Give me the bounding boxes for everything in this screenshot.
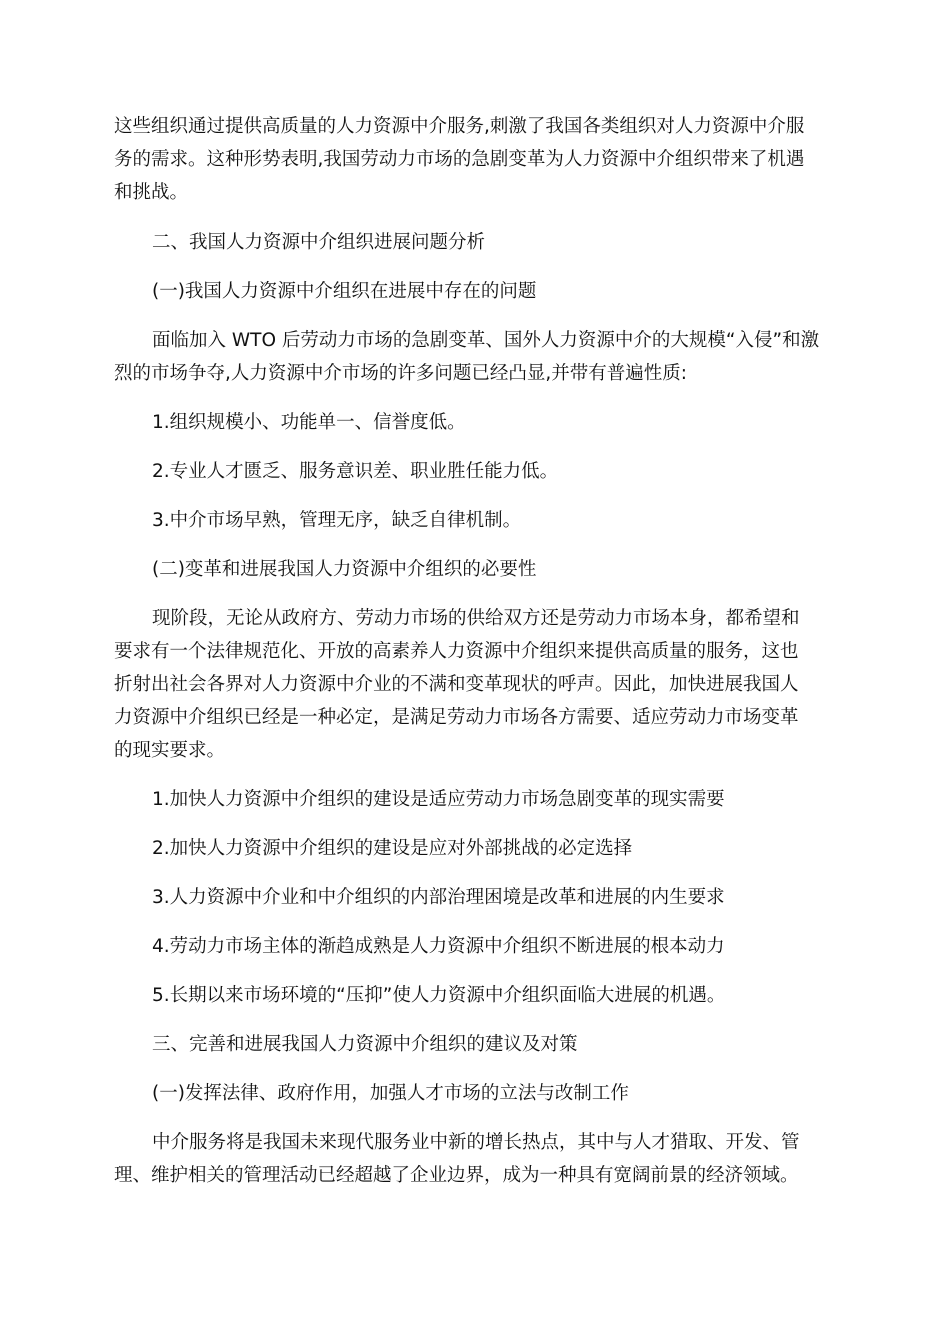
list-item: 1.组织规模小、功能单一、信誉度低。 bbox=[152, 412, 466, 433]
paragraph-line: 的现实要求。 bbox=[114, 740, 226, 761]
list-item: 3.中介市场早熟，管理无序，缺乏自律机制。 bbox=[152, 510, 522, 531]
list-item: 4.劳动力市场主体的渐趋成熟是人力资源中介组织不断进展的根本动力 bbox=[152, 936, 725, 957]
paragraph-line: 面临加入 WTO 后劳动力市场的急剧变革、国外人力资源中介的大规模“入侵”和激 bbox=[152, 330, 820, 351]
paragraph-line: 力资源中介组织已经是一种必定，是满足劳动力市场各方需要、适应劳动力市场变革 bbox=[114, 707, 799, 728]
paragraph-line: 这些组织通过提供高质量的人力资源中介服务,刺激了我国各类组织对人力资源中介服 bbox=[114, 116, 805, 137]
subsection-heading: (一)发挥法律、政府作用，加强人才市场的立法与改制工作 bbox=[152, 1083, 629, 1104]
paragraph-line: 现阶段，无论从政府方、劳动力市场的供给双方还是劳动力市场本身，都希望和 bbox=[152, 608, 800, 629]
list-item: 2.专业人才匮乏、服务意识差、职业胜任能力低。 bbox=[152, 461, 559, 482]
paragraph-line: 务的需求。这种形势表明,我国劳动力市场的急剧变革为人力资源中介组织带来了机遇 bbox=[114, 149, 805, 170]
list-item: 3.人力资源中介业和中介组织的内部治理困境是改革和进展的内生要求 bbox=[152, 887, 725, 908]
paragraph-line: 折射出社会各界对人力资源中介业的不满和变革现状的呼声。因此，加快进展我国人 bbox=[114, 674, 799, 695]
paragraph-line: 要求有一个法律规范化、开放的高素养人力资源中介组织来提供高质量的服务，这也 bbox=[114, 641, 799, 662]
subsection-heading: (二)变革和进展我国人力资源中介组织的必要性 bbox=[152, 559, 537, 580]
section-heading: 二、我国人力资源中介组织进展问题分析 bbox=[152, 232, 486, 253]
paragraph-line: 和挑战。 bbox=[114, 182, 189, 203]
list-item: 5.长期以来市场环境的“压抑”使人力资源中介组织面临大进展的机遇。 bbox=[152, 985, 726, 1006]
paragraph-line: 中介服务将是我国未来现代服务业中新的增长热点，其中与人才猎取、开发、管 bbox=[152, 1132, 800, 1153]
paragraph-line: 烈的市场争夺,人力资源中介市场的许多问题已经凸显,并带有普遍性质: bbox=[114, 363, 687, 384]
list-item: 1.加快人力资源中介组织的建设是适应劳动力市场急剧变革的现实需要 bbox=[152, 789, 725, 810]
section-heading: 三、完善和进展我国人力资源中介组织的建议及对策 bbox=[152, 1034, 578, 1055]
paragraph-line: 理、维护相关的管理活动已经超越了企业边界，成为一种具有宽阔前景的经济领域。 bbox=[114, 1165, 799, 1186]
list-item: 2.加快人力资源中介组织的建设是应对外部挑战的必定选择 bbox=[152, 838, 633, 859]
subsection-heading: (一)我国人力资源中介组织在进展中存在的问题 bbox=[152, 281, 537, 302]
